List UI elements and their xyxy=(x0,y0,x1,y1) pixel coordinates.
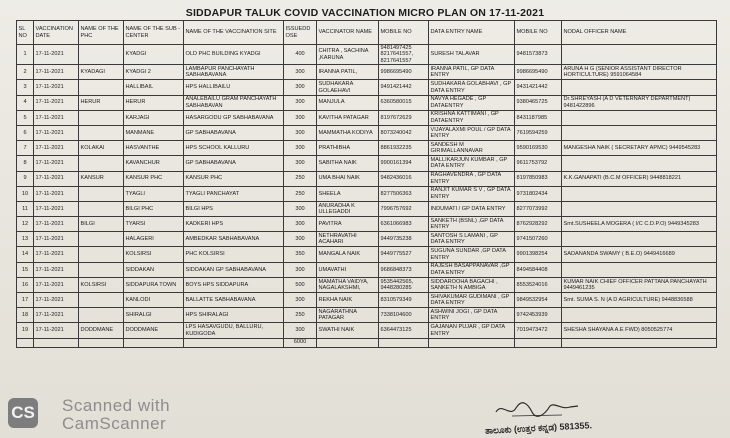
cell-vaccinator-name: NETHRAVATHI ACAHARI xyxy=(317,232,379,247)
cell-sl-no: 13 xyxy=(17,232,34,247)
cell-data-entry-name: SIDDAROOHA BAGACHI , SANKETH N AMBIGA xyxy=(429,277,515,292)
cell-issued-dose: 300 xyxy=(284,262,317,277)
cell-data-entry-mobile: 8277073992 xyxy=(515,201,562,216)
cell-data-entry-mobile: 9611753792 xyxy=(515,156,562,171)
cell-sub-center: HERUR xyxy=(124,95,184,110)
cell-sl-no: 4 xyxy=(17,95,34,110)
cell-data-entry-mobile: 8553524016 xyxy=(515,277,562,292)
cell-nodal-officer xyxy=(562,232,717,247)
header-vaccination-date: VACCINATION DATE xyxy=(34,21,79,45)
cell-data-entry-mobile: 8762928292 xyxy=(515,217,562,232)
cell-phc xyxy=(79,125,124,140)
cell-phc: KOLAKAI xyxy=(79,141,124,156)
cell-sl-no: 7 xyxy=(17,141,34,156)
table-row xyxy=(17,45,717,65)
cell-sl-no: 14 xyxy=(17,247,34,262)
cell-mobile-no: 7338104600 xyxy=(379,308,429,323)
cell-data-entry-name: SHIVAKUMAR GUDIMANI , GP DATA ENTRY xyxy=(429,293,515,308)
total-empty-cell xyxy=(562,338,717,347)
cell-vaccination-date: 17-11-2021 xyxy=(34,171,79,186)
table-row xyxy=(17,65,717,80)
table-row xyxy=(17,80,717,95)
cell-data-entry-mobile: 9901398254 xyxy=(515,247,562,262)
cell-data-entry-name: INDUMATI / GP DATA ENTRY xyxy=(429,201,515,216)
cell-data-entry-mobile: 7019473472 xyxy=(515,323,562,338)
header-sub-center: NAME OF THE SUB - CENTER xyxy=(124,21,184,45)
cell-nodal-officer xyxy=(562,201,717,216)
cell-issued-dose: 300 xyxy=(284,80,317,95)
document-title: SIDDAPUR TALUK COVID VACCINATION MICRO PLAN ON 17-11-2021 xyxy=(185,7,545,19)
cell-nodal-officer: ARUNA H G (SENIOR ASSISTANT DIRECTOR HORTICULTURE) 9591064584 xyxy=(562,65,717,80)
cell-vaccination-date: 17-11-2021 xyxy=(34,125,79,140)
cell-mobile-no: 6360580015 xyxy=(379,95,429,110)
cell-vaccination-date: 17-11-2021 xyxy=(34,201,79,216)
cell-data-entry-name: IRANNA PATIL, GP DATA ENTRY xyxy=(429,65,515,80)
table-row xyxy=(17,95,717,110)
cell-sl-no: 5 xyxy=(17,110,34,125)
cell-vaccination-date: 17-11-2021 xyxy=(34,262,79,277)
cell-sl-no: 12 xyxy=(17,217,34,232)
cell-phc: DODDMANE xyxy=(79,323,124,338)
cell-vaccination-site: KANSUR PHC xyxy=(184,171,284,186)
cell-vaccination-site: LAMBAPUR PANCHAYATH SABHABAVANA xyxy=(184,65,284,80)
table-row xyxy=(17,141,717,156)
cell-data-entry-mobile: 7619594259 xyxy=(515,125,562,140)
cell-data-entry-mobile: 9431421442 xyxy=(515,80,562,95)
total-empty-cell xyxy=(379,338,429,347)
cell-vaccination-site: HPS HALLIBAILU xyxy=(184,80,284,95)
cell-phc xyxy=(79,293,124,308)
cell-sub-center: KAVANCHUR xyxy=(124,156,184,171)
total-empty-cell xyxy=(515,338,562,347)
cell-phc xyxy=(79,262,124,277)
total-empty-cell xyxy=(429,338,515,347)
cell-vaccinator-name: MANJULA xyxy=(317,95,379,110)
cell-issued-dose: 250 xyxy=(284,186,317,201)
cell-vaccination-date: 17-11-2021 xyxy=(34,186,79,201)
cell-phc xyxy=(79,201,124,216)
cell-issued-dose: 300 xyxy=(284,156,317,171)
table-row xyxy=(17,262,717,277)
cell-phc: HERUR xyxy=(79,95,124,110)
header-data-entry-name: DATA ENTRY NAME xyxy=(429,21,515,45)
cell-mobile-no: 9449735238 xyxy=(379,232,429,247)
total-empty-cell xyxy=(317,338,379,347)
cell-mobile-no: 9491421442 xyxy=(379,80,429,95)
cell-nodal-officer: SADANANDA SWAMY ( B.E.O) 9449416689 xyxy=(562,247,717,262)
cell-sub-center: TYAGLI xyxy=(124,186,184,201)
total-empty-cell xyxy=(79,338,124,347)
cell-vaccination-date: 17-11-2021 xyxy=(34,45,79,65)
cell-vaccination-site: OLD PHC BUILDING KYADGI xyxy=(184,45,284,65)
cell-sub-center: HASVANTHE xyxy=(124,141,184,156)
cell-vaccination-site: BILGI HPS xyxy=(184,201,284,216)
cell-phc: KANSUR xyxy=(79,171,124,186)
cell-sl-no: 17 xyxy=(17,293,34,308)
cell-vaccinator-name: SABITHA NAIK xyxy=(317,156,379,171)
cell-data-entry-name: RANJIT KUMAR S V , GP DATA ENTRY xyxy=(429,186,515,201)
camscanner-watermark xyxy=(6,396,246,436)
cell-issued-dose: 300 xyxy=(284,293,317,308)
table-row xyxy=(17,217,717,232)
cell-vaccination-date: 17-11-2021 xyxy=(34,80,79,95)
cell-nodal-officer xyxy=(562,125,717,140)
cell-sl-no: 1 xyxy=(17,45,34,65)
cell-sub-center: KOLSIRSI xyxy=(124,247,184,262)
cell-issued-dose: 300 xyxy=(284,65,317,80)
cell-issued-dose: 300 xyxy=(284,217,317,232)
cell-sub-center: MANMANE xyxy=(124,125,184,140)
cell-mobile-no: 9900161394 xyxy=(379,156,429,171)
cell-sub-center: KYADGI 2 xyxy=(124,65,184,80)
cell-data-entry-name: KRISHNA KATTIMANI , GP DATAENTRY xyxy=(429,110,515,125)
cell-phc: BILGI xyxy=(79,217,124,232)
table-row xyxy=(17,156,717,171)
micro-plan-table xyxy=(16,20,717,348)
header-nodal-officer: NODAL OFFICER NAME xyxy=(562,21,717,45)
table-row xyxy=(17,232,717,247)
cell-sl-no: 2 xyxy=(17,65,34,80)
cell-vaccination-site: KADKERI HPS xyxy=(184,217,284,232)
cell-sub-center: KYADGI xyxy=(124,45,184,65)
cell-phc xyxy=(79,110,124,125)
cell-vaccinator-name: MANGALA NAIK xyxy=(317,247,379,262)
cell-sub-center: SIDDAPURA TOWN xyxy=(124,277,184,292)
cell-nodal-officer xyxy=(562,262,717,277)
cell-vaccination-site: HPS SCHOOL KALLURU xyxy=(184,141,284,156)
cell-data-entry-name: SANDESH M GIRIMALLANNAVAR xyxy=(429,141,515,156)
table-row xyxy=(17,125,717,140)
cell-nodal-officer: Dr.SHREYASH (A D VETERNARY DEPARTMENT) 9481422896 xyxy=(562,95,717,110)
cell-vaccination-date: 17-11-2021 xyxy=(34,323,79,338)
cell-mobile-no: 8197672629 xyxy=(379,110,429,125)
total-dose: 6000 xyxy=(284,338,317,347)
cell-vaccinator-name: CHITRA , SACHINA ,KARUNA xyxy=(317,45,379,65)
cell-data-entry-mobile: 9731802434 xyxy=(515,186,562,201)
cell-sl-no: 15 xyxy=(17,262,34,277)
cell-issued-dose: 250 xyxy=(284,171,317,186)
watermark-line-2: CamScanner xyxy=(62,414,167,433)
cell-nodal-officer xyxy=(562,80,717,95)
cell-vaccination-date: 17-11-2021 xyxy=(34,141,79,156)
cell-phc xyxy=(79,156,124,171)
total-empty-cell xyxy=(34,338,79,347)
office-stamp: ತಾಲೂಕು (ಉತ್ತರ ಕನ್ನಡ) 581355. xyxy=(484,420,593,436)
cell-data-entry-mobile: 8197850983 xyxy=(515,171,562,186)
cell-data-entry-mobile: 8431187985 xyxy=(515,110,562,125)
cell-sub-center: SHIRALGI xyxy=(124,308,184,323)
cell-vaccination-site: GP SABHABAVANA xyxy=(184,125,284,140)
camscanner-logo-icon: CS xyxy=(8,398,38,428)
cell-sub-center: HALLIBAIL xyxy=(124,80,184,95)
table-body xyxy=(17,45,717,348)
cell-vaccination-date: 17-11-2021 xyxy=(34,293,79,308)
cell-data-entry-name: RAJESH BASAPPANAVAR ,GP DATA ENTRY xyxy=(429,262,515,277)
cell-sl-no: 11 xyxy=(17,201,34,216)
total-row xyxy=(17,338,717,347)
header-vaccinator-name: VACCINATOR NAME xyxy=(317,21,379,45)
cell-nodal-officer xyxy=(562,45,717,65)
cell-phc xyxy=(79,308,124,323)
cell-vaccinator-name: UMA BHAI NAIK xyxy=(317,171,379,186)
total-empty-cell xyxy=(17,338,34,347)
table-header-row xyxy=(17,21,717,45)
cell-mobile-no: 9686848373 xyxy=(379,262,429,277)
cell-phc xyxy=(79,232,124,247)
cell-mobile-no: 9482436016 xyxy=(379,171,429,186)
table-row xyxy=(17,171,717,186)
cell-vaccinator-name: NAGARATHNA PATAGAR xyxy=(317,308,379,323)
cell-vaccination-site: PHC KOLSIRSI xyxy=(184,247,284,262)
cell-data-entry-mobile: 9380465725 xyxy=(515,95,562,110)
cell-vaccinator-name: REKHA NAIK xyxy=(317,293,379,308)
cell-data-entry-name: ASHWINI JOGI , GP DATA ENTRY xyxy=(429,308,515,323)
cell-data-entry-name: VIJAYALAXMI POUL / GP DATA ENTRY xyxy=(429,125,515,140)
cell-vaccinator-name: SUDHAKARA GOLAEHAVI xyxy=(317,80,379,95)
cell-vaccinator-name: MAMMATHA KODIYA xyxy=(317,125,379,140)
cell-issued-dose: 400 xyxy=(284,45,317,65)
table-row xyxy=(17,186,717,201)
cell-vaccination-date: 17-11-2021 xyxy=(34,277,79,292)
cell-data-entry-mobile: 9986695490 xyxy=(515,65,562,80)
cell-issued-dose: 500 xyxy=(284,277,317,292)
header-phc: NAME OF THE PHC xyxy=(79,21,124,45)
cell-vaccinator-name: SWATHI NAIK xyxy=(317,323,379,338)
cell-mobile-no: 9986695490 xyxy=(379,65,429,80)
cell-issued-dose: 300 xyxy=(284,110,317,125)
table-row xyxy=(17,247,717,262)
cell-vaccination-date: 17-11-2021 xyxy=(34,110,79,125)
cell-phc: KYADAGI xyxy=(79,65,124,80)
cell-nodal-officer xyxy=(562,156,717,171)
cell-sub-center: DODDMANE xyxy=(124,323,184,338)
total-empty-cell xyxy=(124,338,184,347)
cell-vaccinator-name: ANURADHA K ULLEGADDI xyxy=(317,201,379,216)
header-vaccination-site: NAME OF THE VACCINATION SITE xyxy=(184,21,284,45)
cell-sl-no: 3 xyxy=(17,80,34,95)
cell-sub-center: KANSUR PHC xyxy=(124,171,184,186)
cell-vaccinator-name: KAVITHA PATAGAR xyxy=(317,110,379,125)
cell-nodal-officer xyxy=(562,308,717,323)
total-empty-cell xyxy=(184,338,284,347)
cell-sl-no: 19 xyxy=(17,323,34,338)
cell-phc: KOLSIRSI xyxy=(79,277,124,292)
cell-data-entry-mobile: 9481573873 xyxy=(515,45,562,65)
cell-sub-center: KARJAGI xyxy=(124,110,184,125)
cell-data-entry-name: SANTOSH S LAMANI , GP DATA ENTRY xyxy=(429,232,515,247)
cell-sub-center: TYARSI xyxy=(124,217,184,232)
header-data-entry-mobile: MOBILE NO xyxy=(515,21,562,45)
cell-nodal-officer: K.K.GANAPATI (B.C.M OFFICER) 9448818221 xyxy=(562,171,717,186)
cell-vaccination-site: LPS HASAVGUDU, BALLURU, KUDIGODA xyxy=(184,323,284,338)
cell-nodal-officer xyxy=(562,110,717,125)
table-row xyxy=(17,308,717,323)
cell-phc xyxy=(79,186,124,201)
cell-vaccination-site: GP SABHABAVANA xyxy=(184,156,284,171)
cell-data-entry-mobile: 9590169530 xyxy=(515,141,562,156)
cell-vaccinator-name: UMAVATHI xyxy=(317,262,379,277)
cell-mobile-no: 6364473125 xyxy=(379,323,429,338)
cell-mobile-no: 8277506363 xyxy=(379,186,429,201)
table-row xyxy=(17,293,717,308)
cell-vaccination-site: AMBEDKAR SABHABAVANA xyxy=(184,232,284,247)
cell-nodal-officer: SHESHA SHAYANA A.E FWD) 8050525774 xyxy=(562,323,717,338)
cell-sub-center: BILGI PHC xyxy=(124,201,184,216)
cell-data-entry-name: NAVYA HEGADE , GP DATAENTRY xyxy=(429,95,515,110)
cell-phc xyxy=(79,80,124,95)
cell-vaccinator-name: SHEELA xyxy=(317,186,379,201)
cell-vaccinator-name: PAVITRA xyxy=(317,217,379,232)
cell-vaccination-date: 17-11-2021 xyxy=(34,308,79,323)
cell-nodal-officer xyxy=(562,186,717,201)
cell-mobile-no: 9535442565, 9448280285 xyxy=(379,277,429,292)
cell-issued-dose: 350 xyxy=(284,247,317,262)
cell-vaccination-date: 17-11-2021 xyxy=(34,217,79,232)
cell-sl-no: 6 xyxy=(17,125,34,140)
header-mobile-no: MOBILE NO xyxy=(379,21,429,45)
table-row xyxy=(17,110,717,125)
cell-issued-dose: 300 xyxy=(284,323,317,338)
cell-vaccination-site: HASARGODU GP SABHABAVANA xyxy=(184,110,284,125)
cell-data-entry-name: SUDHAKARA GOLABHAVI , GP DATA ENTRY xyxy=(429,80,515,95)
cell-vaccination-site: SIDDAKAN GP SABHABAVANA xyxy=(184,262,284,277)
cell-vaccination-site: HPS SHIRALAGI xyxy=(184,308,284,323)
cell-vaccinator-name: IRANNA PATIL, xyxy=(317,65,379,80)
cell-sl-no: 18 xyxy=(17,308,34,323)
cell-data-entry-mobile: 8494584408 xyxy=(515,262,562,277)
cell-mobile-no: 9449775527 xyxy=(379,247,429,262)
cell-sub-center: SIDDAKAN xyxy=(124,262,184,277)
cell-data-entry-name: GAJANAN PUJAR , GP DATA ENTRY xyxy=(429,323,515,338)
cell-mobile-no: 8861932235 xyxy=(379,141,429,156)
cell-mobile-no: 9481497425 8217641557, 8217641557 xyxy=(379,45,429,65)
cell-sub-center: KANLODI xyxy=(124,293,184,308)
cell-vaccination-date: 17-11-2021 xyxy=(34,95,79,110)
cell-data-entry-name: SUGUNA SUNDAR ,GP DATA ENTRY xyxy=(429,247,515,262)
cell-sl-no: 8 xyxy=(17,156,34,171)
cell-vaccination-date: 17-11-2021 xyxy=(34,232,79,247)
cell-vaccination-site: BALLATTE SABHABAVANA xyxy=(184,293,284,308)
cell-nodal-officer: MANGESHA NAIK ( SECRETARY APMC) 9449545283 xyxy=(562,141,717,156)
cell-issued-dose: 300 xyxy=(284,95,317,110)
cell-issued-dose: 300 xyxy=(284,141,317,156)
cell-nodal-officer: Smt.SUSHEELA MOGERA ( I/C C.D.P.O) 9449345283 xyxy=(562,217,717,232)
watermark-line-1: Scanned with xyxy=(62,396,171,415)
table-row xyxy=(17,277,717,292)
cell-vaccination-site: TYAGLI PANCHAYAT xyxy=(184,186,284,201)
cell-data-entry-name: MALLIKARJUN KUMBAR , GP DATA ENTRY xyxy=(429,156,515,171)
cell-sub-center: HALAGERI xyxy=(124,232,184,247)
cell-mobile-no: 6361066983 xyxy=(379,217,429,232)
cell-vaccination-date: 17-11-2021 xyxy=(34,65,79,80)
cell-sl-no: 9 xyxy=(17,171,34,186)
handwritten-signature xyxy=(492,398,582,422)
cell-phc xyxy=(79,45,124,65)
header-issued-dose: ISSUEDDOSE xyxy=(284,21,317,45)
cell-vaccination-date: 17-11-2021 xyxy=(34,247,79,262)
cell-mobile-no: 7996757692 xyxy=(379,201,429,216)
table-row xyxy=(17,201,717,216)
cell-issued-dose: 300 xyxy=(284,125,317,140)
cell-vaccination-date: 17-11-2021 xyxy=(34,156,79,171)
cell-vaccination-site: ANALEBAILU GRAM PANCHAYATH SABHABAVAN xyxy=(184,95,284,110)
cell-nodal-officer: KUMAR NAIK CHIEF OFFICER PATTANA PANCHAYATH 9449461235 xyxy=(562,277,717,292)
cell-mobile-no: 8073240042 xyxy=(379,125,429,140)
header-sl-no: SL NO xyxy=(17,21,34,45)
cell-data-entry-mobile: 9849532954 xyxy=(515,293,562,308)
cell-data-entry-name: SURESH TALAVAR xyxy=(429,45,515,65)
cell-nodal-officer: Smt. SUMA S. N (A D AGRICULTURE) 9448836588 xyxy=(562,293,717,308)
cell-vaccination-site: BOYS HPS SIDDAPURA xyxy=(184,277,284,292)
cell-mobile-no: 8310579349 xyxy=(379,293,429,308)
cell-sl-no: 10 xyxy=(17,186,34,201)
cell-issued-dose: 300 xyxy=(284,232,317,247)
cell-data-entry-name: SANKETH (BSNL) ,GP DATA ENTRY xyxy=(429,217,515,232)
cell-vaccinator-name: MAMATHA VAIDYA, NAGALAKSHMI, xyxy=(317,277,379,292)
cell-phc xyxy=(79,247,124,262)
cell-data-entry-name: RAGHAVENDRA , GP DATA ENTRY xyxy=(429,171,515,186)
cell-vaccinator-name: PRATHIBHA xyxy=(317,141,379,156)
table-row xyxy=(17,323,717,338)
cell-data-entry-mobile: 9741507260 xyxy=(515,232,562,247)
cell-issued-dose: 250 xyxy=(284,308,317,323)
cell-sl-no: 16 xyxy=(17,277,34,292)
cell-data-entry-mobile: 9742453939 xyxy=(515,308,562,323)
cell-issued-dose: 300 xyxy=(284,201,317,216)
